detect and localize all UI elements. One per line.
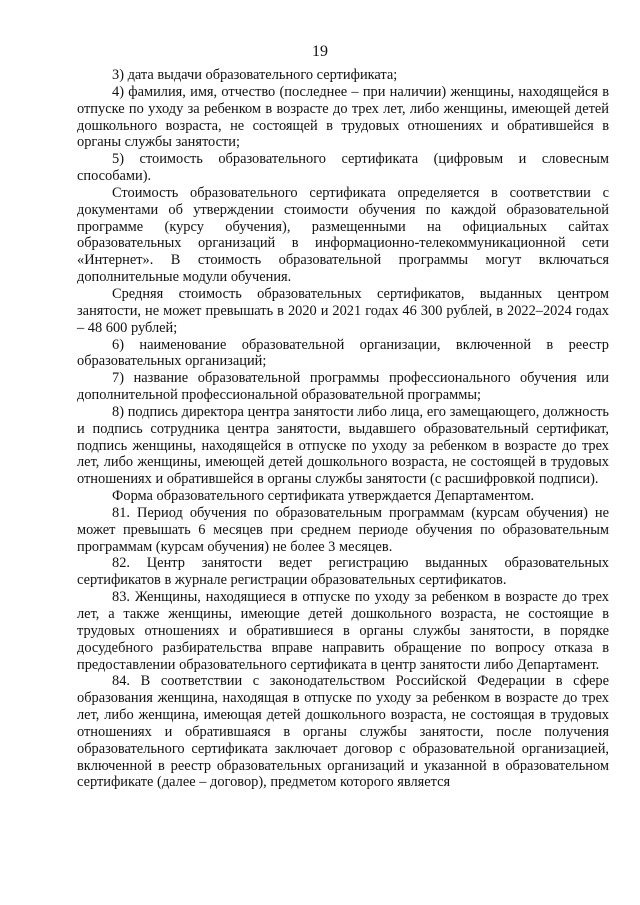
paragraph-82-registration: 82. Центр занятости ведет регистрацию выданных образовательных сертификатов в журнале регистрации образовательных сертификатов. bbox=[77, 555, 609, 589]
paragraph-81-training-period: 81. Период обучения по образовательным программам (курсам обучения) не может превышать 6 месяцев при среднем периоде обучения по образовательным программам (курсам обучения) не более 3 месяцев. bbox=[77, 504, 609, 555]
paragraph-83-pretrial-appeal: 83. Женщины, находящиеся в отпуске по уходу за ребенком в возрасте до трех лет, а также женщины, имеющие детей дошкольного возраста, не состоящие в трудовых отношениях и обратившиеся в органы службы занятости, в порядке досудебного разбирательства вправе направить обращение по вопросу отказа в предоставлении образовательного сертификата в центр занятости либо Департамент. bbox=[77, 589, 609, 673]
paragraph-certificate-form: Форма образовательного сертификата утверждается Департаментом. bbox=[112, 488, 535, 505]
paragraph-item-3-issue-date: 3) дата выдачи образовательного сертификата; bbox=[112, 67, 398, 83]
paragraph-item-5-certificate-cost: 5) стоимость образовательного сертификата (цифровым и словесным способами). bbox=[77, 151, 609, 185]
paragraph-cost-determination: Стоимость образовательного сертификата определяется в соответствии с документами об утверждении стоимости обучения по каждой образовательной программе (курсу обучения), размещенными на официальных сайтах образовательных организаций в информационно-телекоммуникационной сети «Интернет». В стоимость образовательной программы могут включаться дополнительные модули обучения. bbox=[77, 184, 609, 286]
paragraph-item-4-full-name: 4) фамилия, имя, отчество (последнее – при наличии) женщины, находящейся в отпуске по уходу за ребенком в возрасте до трех лет, либо женщины, имеющей детей дошкольного возраста, не состоящей в трудовых отношениях и обратившейся в органы службы занятости; bbox=[77, 83, 609, 151]
paragraph-item-8-signatures: 8) подпись директора центра занятости либо лица, его замещающего, должность и подпись сотрудника центра занятости, выдавшего образовательный сертификат, подпись женщины, находящейся в отпуске по уходу за ребенком в возрасте до трех лет, либо женщины, имеющей детей дошкольного возраста, не состоящей в трудовых отношениях и обратившейся в органы службы занятости (с расшифровкой подписи). bbox=[77, 403, 609, 488]
document-body bbox=[77, 67, 609, 791]
paragraph-84-contract: 84. В соответствии с законодательством Российской Федерации в сфере образования женщина, находящая в отпуске по уходу за ребенком в возрасте до трех лет, либо женщина, имеющая детей дошкольного возраста, не состоящая в трудовых отношениях и обратившаяся в органы службы занятости, после получения образовательного сертификата заключает договор с образовательной организацией, включенной в реестр образовательных организаций и указанной в образовательном сертификате (далее – договор), предметом которого является bbox=[77, 673, 609, 791]
page-number: 19 bbox=[312, 43, 328, 60]
paragraph-average-cost: Средняя стоимость образовательных сертификатов, выданных центром занятости, не может превышать в 2020 и 2021 годах 46 300 рублей, в 2022–2024 годах – 48 600 рублей; bbox=[77, 285, 609, 336]
paragraph-item-6-organization-name: 6) наименование образовательной организации, включенной в реестр образовательных организаций; bbox=[77, 336, 609, 370]
paragraph-item-7-program-name: 7) название образовательной программы профессионального обучения или дополнительной профессиональной образовательной программы; bbox=[77, 370, 609, 404]
